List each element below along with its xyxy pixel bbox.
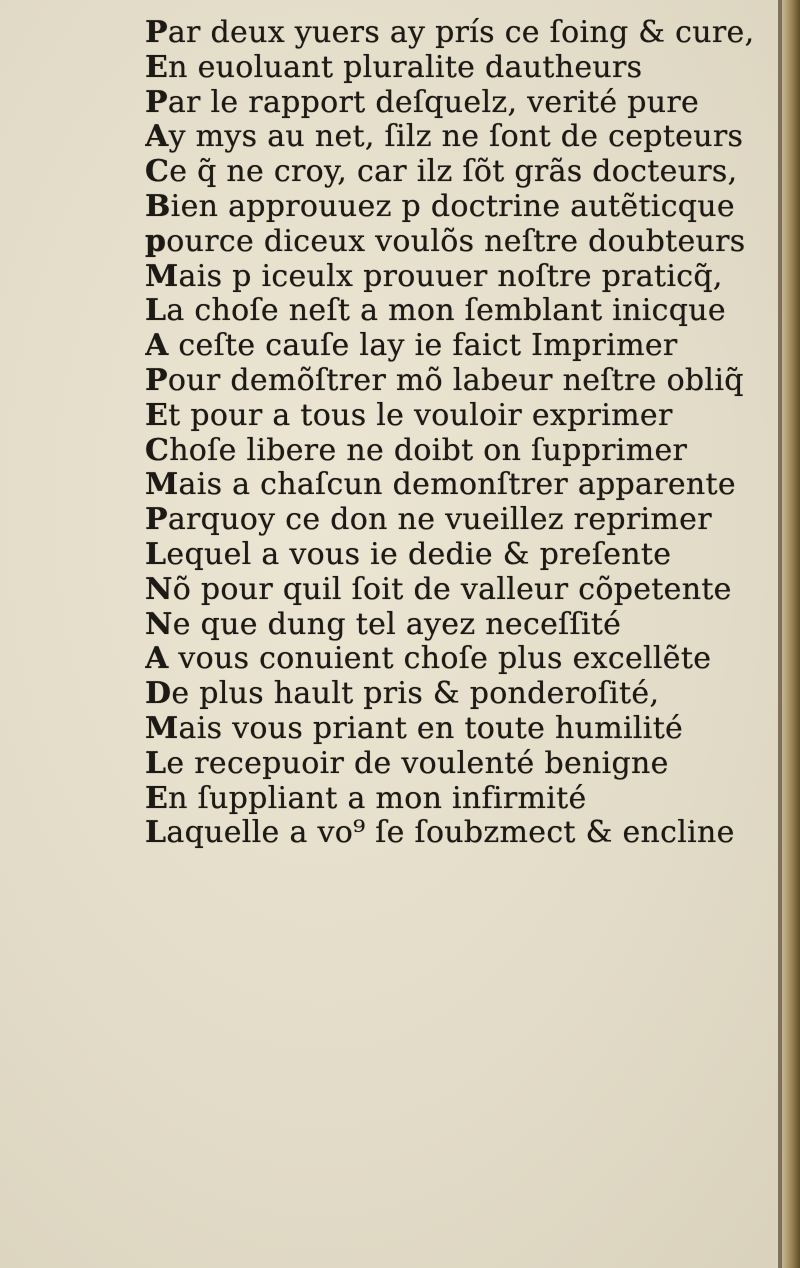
verse-line-8: Mais p iceulx prouuer noſtre praticq̃, [145, 259, 723, 294]
verse-line-12: Et pour a tous le vouloir exprimer [145, 398, 673, 433]
verse-line-6: Bien approuuez p doctrine autẽticque [145, 189, 735, 224]
verse-line-7: pource diceux voulõs neſtre doubteurs [145, 224, 746, 259]
verse-line-9: La choſe neſt a mon ſemblant inicque [145, 294, 726, 329]
verse-line-1: Par deux yuers ay prís ce ſoing & cure, [145, 16, 755, 50]
verse-line-23: En ſuppliant a mon infirmité [145, 781, 587, 816]
verse-line-19: A vous conuient choſe plus excellẽte [145, 642, 712, 677]
verse-line-15: Parquoy ce don ne vueillez reprimer [145, 503, 712, 538]
verse-line-17: Nõ pour quil ſoit de valleur cõpetente [145, 572, 732, 607]
verse-line-21: Mais vous priant en toute humilité [145, 711, 684, 746]
verse-line-16: Lequel a vous ie dedie & preſente [145, 537, 672, 572]
verse-line-2: En euoluant pluralite dautheurs [145, 50, 643, 85]
verse-line-18: Ne que dung tel ayez neceſſité [145, 607, 622, 642]
verse-line-10: A ceſte cauſe lay ie faict Imprimer [145, 329, 678, 364]
verse-line-13: Choſe libere ne doibt on ſupprimer [145, 433, 688, 468]
verse-line-3: Par le rapport deſquelz, verité pure [145, 85, 700, 120]
verse-line-4: Ay mys au net, ſilz ne ſont de cepteurs [145, 120, 744, 155]
verse-line-14: Mais a chaſcun demonſtrer apparente [145, 468, 736, 503]
verse-line-5: Ce q̃ ne croy, car ilz ſõt grãs docteurs, [145, 155, 738, 190]
verse-text [145, 16, 785, 851]
verse-line-11: Pour demõſtrer mõ labeur neſtre obliq̃ [145, 363, 744, 398]
verse-line-24: Laquelle a vo⁹ ſe ſoubzmect & encline [145, 816, 735, 851]
verse-line-20: De plus hault pris & ponderoſité, [145, 677, 660, 712]
verse-line-22: Le recepuoir de voulenté benigne [145, 746, 669, 781]
